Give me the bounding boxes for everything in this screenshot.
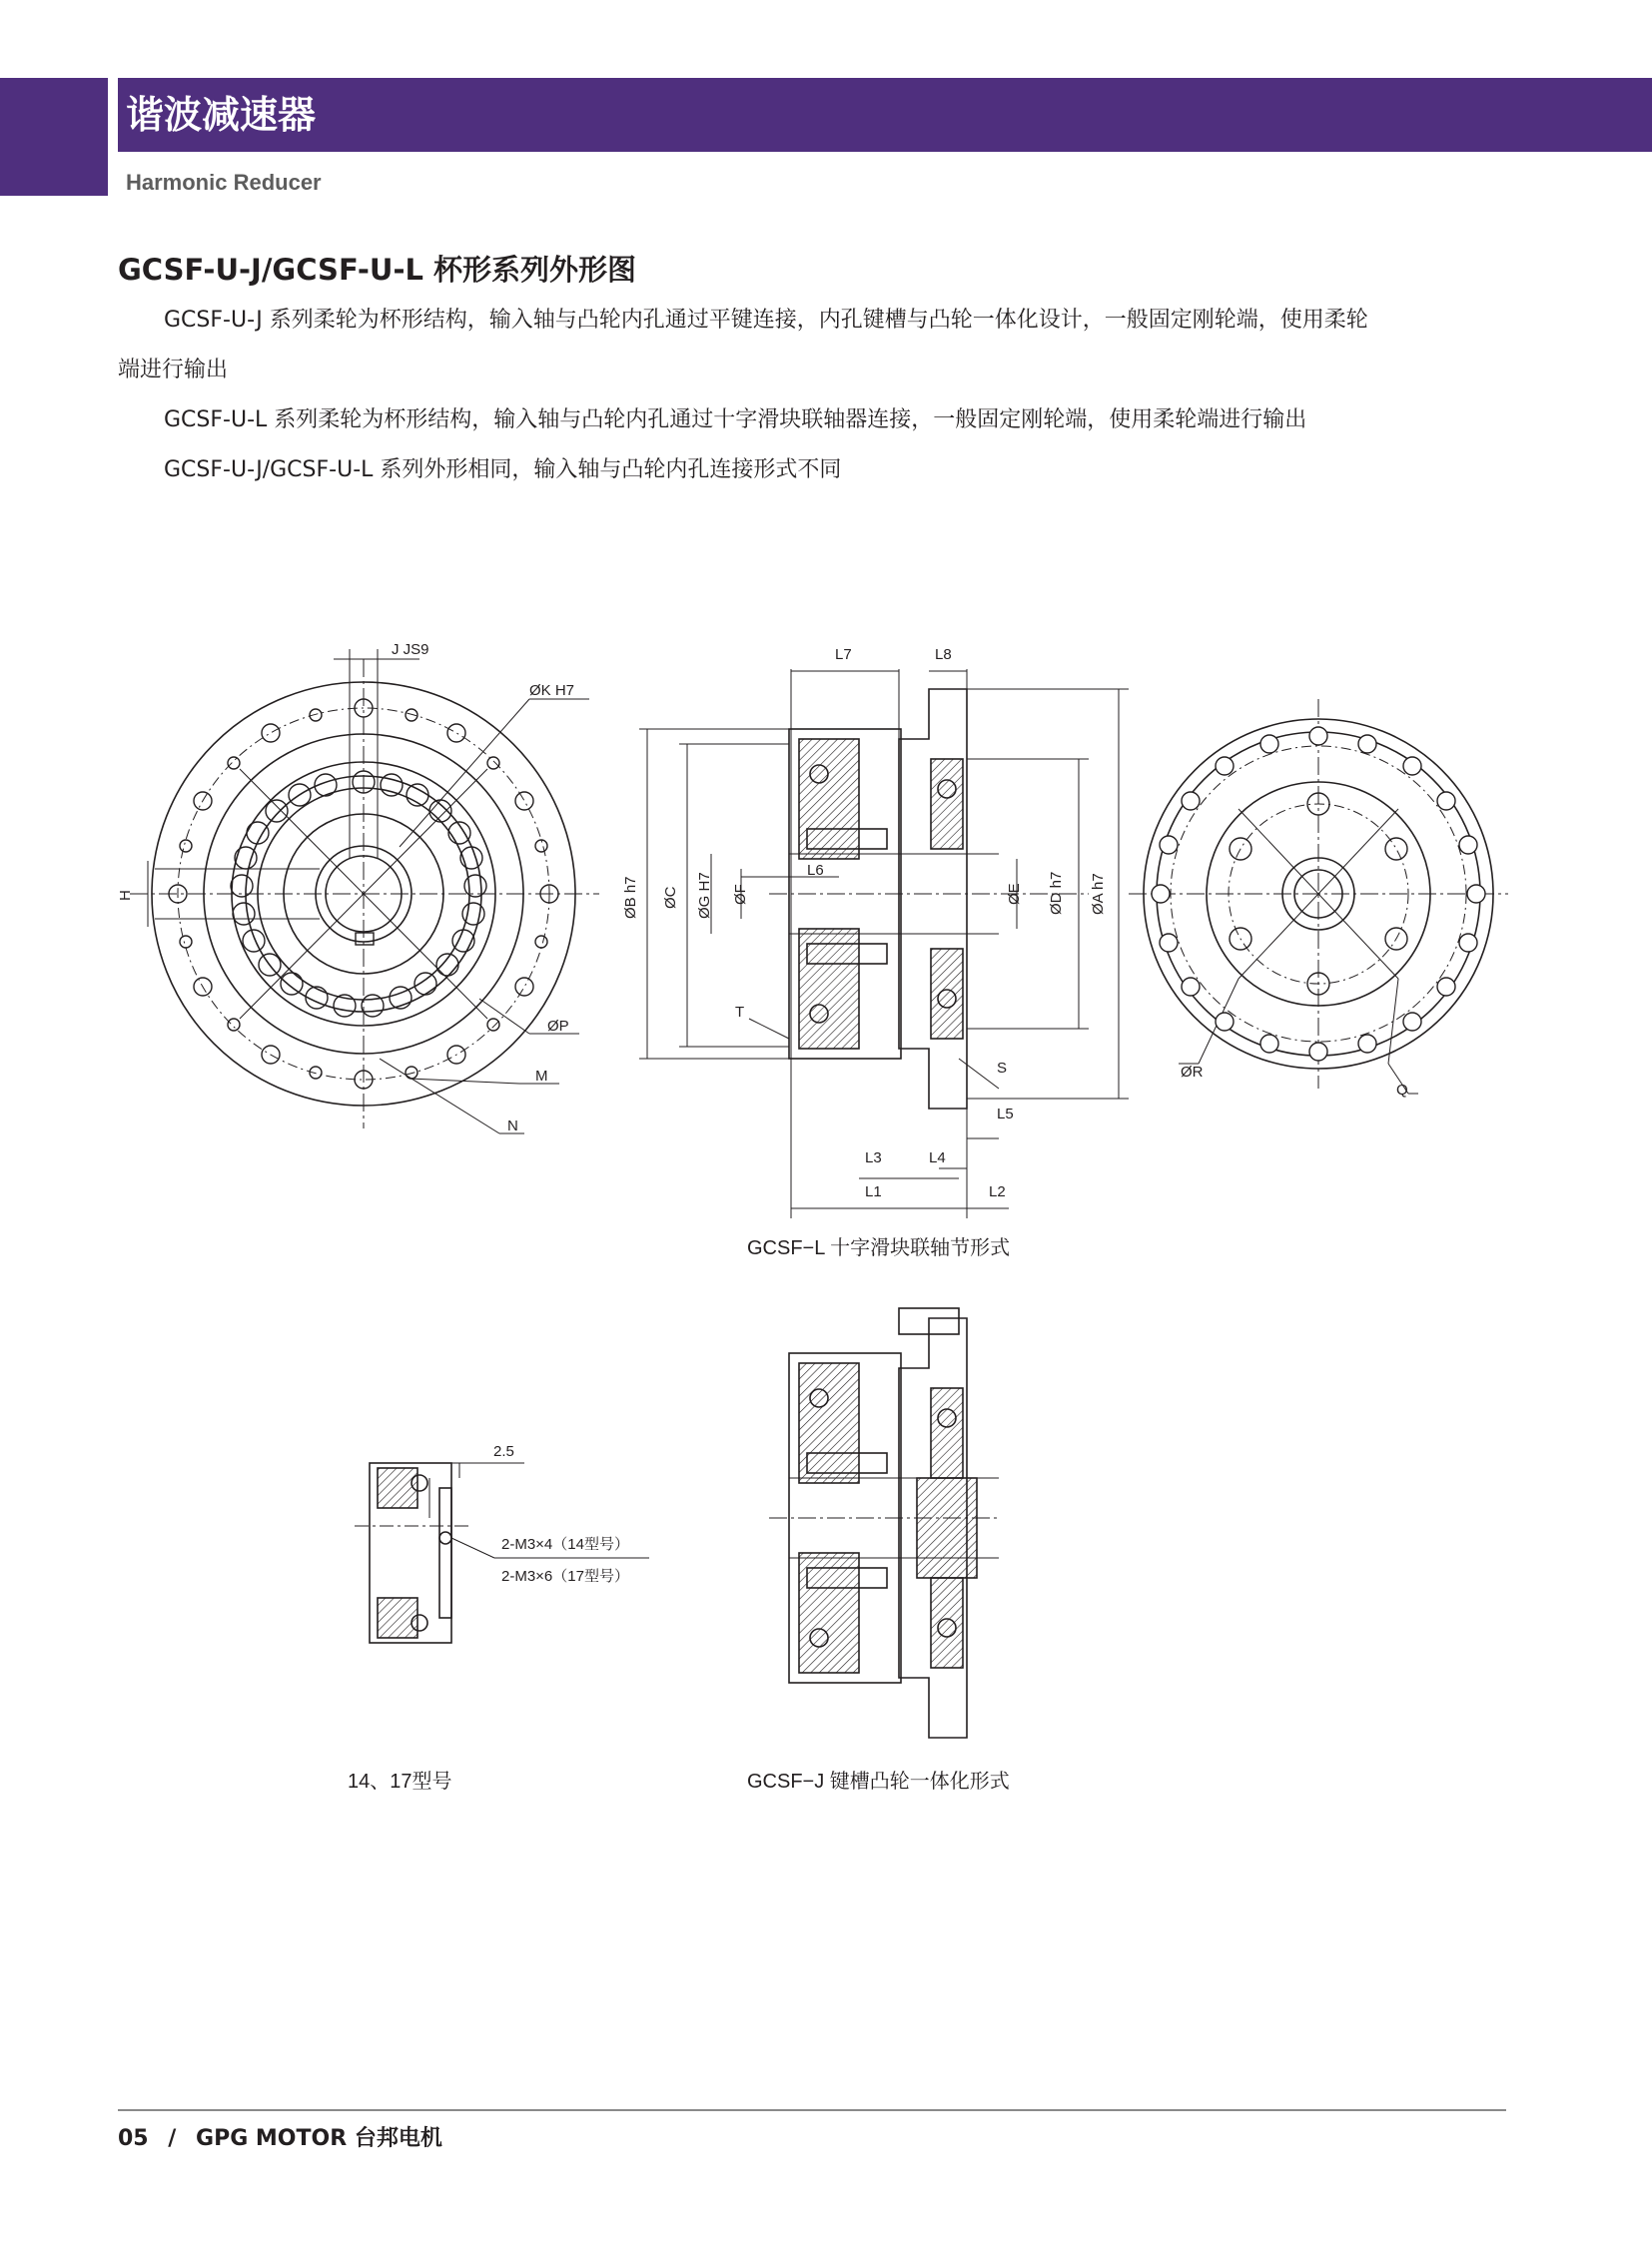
paragraph-1-cont: 端进行输出 xyxy=(118,358,229,382)
label-t: T xyxy=(735,1004,745,1021)
small-detail-labels xyxy=(493,1443,629,1585)
rear-labels xyxy=(1181,1064,1408,1099)
rear-view xyxy=(1129,699,1508,1094)
label-p: ØP xyxy=(547,1018,569,1035)
section-view-l xyxy=(639,669,1129,1218)
footer-divider xyxy=(118,2109,1506,2111)
label-f: ØF xyxy=(732,884,749,905)
front-view xyxy=(130,649,599,1133)
caption-l-type: GCSF−L 十字滑块联轴节形式 xyxy=(747,1237,1011,1259)
label-l8: L8 xyxy=(935,646,952,663)
small-detail-view xyxy=(355,1463,649,1643)
header-title: 谐波减速器 xyxy=(126,93,317,137)
label-j-js9: J JS9 xyxy=(392,641,429,658)
label-n: N xyxy=(507,1118,518,1134)
label-k-h7: ØK H7 xyxy=(529,682,575,699)
footer-separator: / xyxy=(168,2126,177,2151)
label-dim-2-5: 2.5 xyxy=(493,1443,514,1460)
footer-page-number: 05 xyxy=(118,2126,149,2151)
label-h: H xyxy=(117,890,134,901)
footer xyxy=(118,2121,442,2152)
paragraph-3: GCSF-U-J/GCSF-U-L 系列外形相同，输入轴与凸轮内孔连接形式不同 xyxy=(164,457,842,482)
caption-j-type: GCSF−J 键槽凸轮一体化形式 xyxy=(747,1771,1010,1793)
label-q: Q xyxy=(1396,1082,1408,1099)
captions xyxy=(348,1236,1010,1793)
paragraph-1: GCSF-U-J 系列柔轮为杯形结构，输入轴与凸轮内孔通过平键连接，内孔键槽与凸轮一体化设计，一般固定刚轮端，使用柔轮 xyxy=(164,308,1368,333)
label-e: ØE xyxy=(1006,883,1023,905)
label-s: S xyxy=(997,1060,1008,1077)
front-labels xyxy=(117,641,574,1134)
section-title: GCSF-U-J/GCSF-U-L 杯形系列外形图 xyxy=(118,253,637,287)
label-b: ØB h7 xyxy=(622,876,639,919)
label-l5: L5 xyxy=(997,1106,1014,1122)
label-l7: L7 xyxy=(835,646,852,663)
section-view-j xyxy=(769,1308,999,1738)
caption-small-type: 14、17型号 xyxy=(348,1771,452,1793)
label-note-14: 2-M3×4（14型号） xyxy=(501,1536,629,1553)
label-d: ØD h7 xyxy=(1048,871,1065,915)
label-l4: L4 xyxy=(929,1149,946,1166)
label-l2: L2 xyxy=(989,1183,1006,1200)
label-g: ØG H7 xyxy=(696,872,713,919)
header-subtitle: Harmonic Reducer xyxy=(126,170,322,195)
label-a: ØA h7 xyxy=(1090,873,1107,915)
label-m: M xyxy=(535,1068,548,1085)
footer-brand: GPG MOTOR 台邦电机 xyxy=(196,2126,442,2151)
label-l3: L3 xyxy=(865,1149,882,1166)
label-l1: L1 xyxy=(865,1183,882,1200)
label-c: ØC xyxy=(662,886,679,909)
label-r: ØR xyxy=(1181,1064,1204,1081)
label-l6: L6 xyxy=(807,862,824,879)
paragraph-2: GCSF-U-L 系列柔轮为杯形结构，输入轴与凸轮内孔通过十字滑块联轴器连接，一般固定刚轮端，使用柔轮端进行输出 xyxy=(164,407,1307,432)
label-note-17: 2-M3×6（17型号） xyxy=(501,1568,629,1585)
